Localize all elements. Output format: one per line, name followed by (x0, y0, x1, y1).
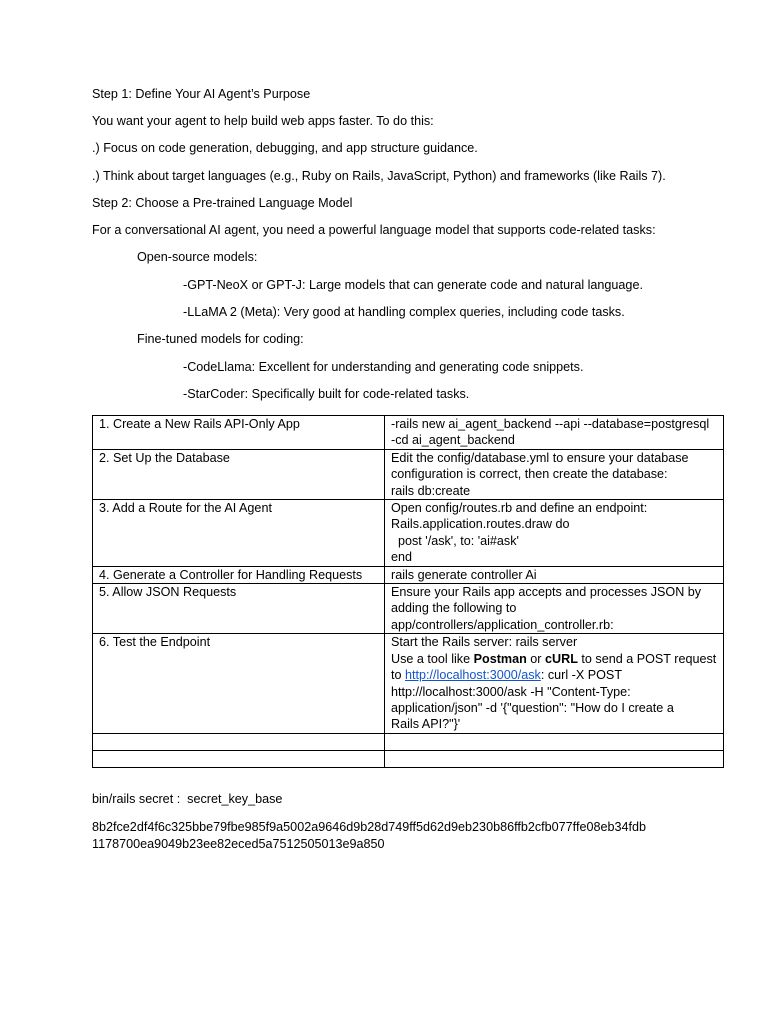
step1-bullet-1: .) Focus on code generation, debugging, and app structure guidance. (92, 141, 478, 155)
empty-cell (385, 733, 724, 750)
secret-key-line-1: 8b2fce2df4f6c325bbe79fbe985f9a5002a9646d9b28d749ff5d62d9eb230b86ffb2cfb077ffe08eb34fdb (92, 820, 646, 834)
detail-line: Start the Rails server: rails server (391, 635, 578, 650)
step1-intro: You want your agent to help build web apps faster. To do this: (92, 114, 434, 128)
group-label-fine-tuned: Fine-tuned models for coding: (137, 332, 304, 346)
table-row (93, 500, 724, 567)
step-label: 1. Create a New Rails API-Only App (99, 417, 300, 431)
text-run: : curl -X POST (540, 668, 623, 683)
detail-line: rails db:create (391, 483, 471, 498)
detail-line: rails generate controller Ai (391, 567, 537, 582)
model-item-starcoder: -StarCoder: Specifically built for code-related tasks. (183, 387, 470, 401)
detail-line (391, 651, 717, 667)
empty-cell (93, 733, 385, 750)
step-label: 5. Allow JSON Requests (99, 585, 237, 600)
rails-steps-table (92, 415, 724, 768)
empty-cell (93, 750, 385, 767)
detail-cell (385, 634, 724, 733)
detail-cell (385, 500, 724, 567)
step-label: 2. Set Up the Database (99, 450, 230, 465)
model-item-codellama: -CodeLlama: Excellent for understanding and generating code snippets. (183, 360, 584, 374)
detail-line: post '/ask', to: 'ai#ask' (391, 533, 519, 548)
curl-bold: cURL (545, 651, 578, 666)
detail-cell (385, 584, 724, 634)
empty-table-row (93, 750, 724, 767)
detail-line: Ensure your Rails app accepts and processes JSON by (391, 585, 702, 600)
detail-cell (385, 566, 724, 583)
secret-key-line-2: 1178700ea9049b23ee82eced5a7512505013e9a850 (92, 837, 385, 851)
text-run: or (526, 651, 545, 666)
text-run: to (391, 668, 406, 683)
step-label: 3. Add a Route for the AI Agent (99, 501, 272, 516)
step-cell (93, 416, 385, 450)
model-item-gpt-neox: -GPT-NeoX or GPT-J: Large models that can generate code and natural language. (183, 278, 643, 292)
detail-line: application/json" -d '{"question": "How do I create a (391, 700, 674, 715)
text-run: Use a tool like (391, 651, 474, 666)
step-cell (93, 500, 385, 567)
step1-bullet-2: .) Think about target languages (e.g., Ruby on Rails, JavaScript, Python) and frameworks (like Rails 7). (92, 169, 666, 183)
table-row (93, 449, 724, 499)
detail-line: Rails API?"}' (391, 717, 461, 732)
detail-line: -cd ai_agent_backend (391, 433, 515, 448)
empty-table-row (93, 733, 724, 750)
step-cell (93, 584, 385, 634)
detail-line: Rails.application.routes.draw do (391, 517, 570, 532)
table-row (93, 634, 724, 733)
detail-line: app/controllers/application_controller.rb: (391, 617, 614, 632)
group-label-open-source: Open-source models: (137, 250, 258, 264)
table-row (93, 584, 724, 634)
step2-heading: Step 2: Choose a Pre-trained Language Model (92, 196, 353, 210)
localhost-ask-link[interactable]: http://localhost:3000/ask (405, 668, 541, 683)
detail-line: adding the following to (391, 601, 517, 616)
step-cell (93, 634, 385, 733)
step-label: 6. Test the Endpoint (99, 635, 211, 650)
step1-heading: Step 1: Define Your AI Agent’s Purpose (92, 87, 311, 101)
detail-cell (385, 416, 724, 450)
step-cell (93, 566, 385, 583)
detail-line: http://localhost:3000/ask -H "Content-Type: (391, 684, 631, 699)
step-cell (93, 449, 385, 499)
text-run: to send a POST request (577, 651, 717, 666)
empty-cell (385, 750, 724, 767)
postman-bold: Postman (473, 651, 527, 666)
detail-line: end (391, 550, 413, 565)
step-label: 4. Generate a Controller for Handling Requests (99, 567, 363, 582)
secret-command: bin/rails secret : secret_key_base (92, 792, 283, 806)
detail-line (391, 667, 717, 683)
table-row (93, 566, 724, 583)
detail-line: configuration is correct, then create the database: (391, 467, 668, 482)
detail-cell (385, 449, 724, 499)
model-item-llama2: -LLaMA 2 (Meta): Very good at handling complex queries, including code tasks. (183, 305, 625, 319)
detail-line: Edit the config/database.yml to ensure your database (391, 450, 689, 465)
step2-intro: For a conversational AI agent, you need a powerful language model that supports code-related tasks: (92, 223, 656, 237)
detail-line: Open config/routes.rb and define an endpoint: (391, 501, 648, 516)
table-row (93, 416, 724, 450)
detail-line: -rails new ai_agent_backend --api --database=postgresql (391, 417, 710, 431)
